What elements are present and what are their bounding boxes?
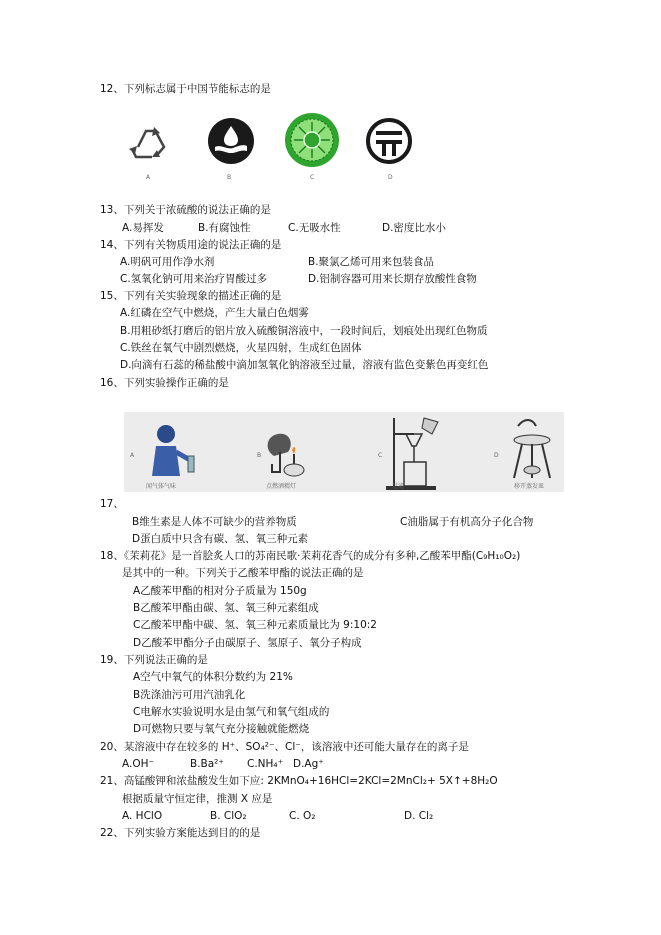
q12-label-b: B: [227, 174, 232, 181]
q20-stem: 20、某溶液中存在较多的 H⁺、SO₄²⁻、Cl⁻，该溶液中还可能大量存在的离子是: [100, 741, 469, 753]
q16-caption-d: 移开蒸发皿: [514, 483, 545, 490]
q19-option-b: B洗涤油污可用汽油乳化: [133, 689, 246, 701]
q22-stem: 22、下列实验方案能达到目的的是: [100, 827, 261, 839]
q18-stem-continued: 是其中的一种。下列关于乙酸苯甲酯的说法正确的是: [122, 567, 364, 579]
q12-label-d: D: [388, 174, 393, 181]
q15-stem: 15、下列有关实验现象的描述正确的是: [100, 290, 282, 302]
q14-option-b: B.聚氯乙烯可用来包装食品: [308, 256, 435, 268]
q15-option-c: C.铁丝在氧气中剧烈燃烧，火星四射，生成红色固体: [120, 342, 362, 354]
q12-logo-b-water-saving-icon: [207, 117, 255, 165]
q16-caption-b: 点燃酒精灯: [266, 483, 297, 490]
q18-stem: [100, 549, 520, 564]
q20-option-b: B.Ba²⁺: [190, 758, 224, 770]
q20-option-c: C.NH₄⁺: [247, 758, 284, 770]
q21-option-b: B. ClO₂: [210, 810, 247, 822]
q16-figure-d-evaporating-dish-icon: [500, 412, 564, 492]
q12-logo-d-circle-emblem-icon: [365, 117, 413, 165]
q12-stem: 12、下列标志属于中国节能标志的是: [100, 83, 271, 95]
q13-stem: 13、下列关于浓硫酸的说法正确的是: [100, 204, 271, 216]
q19-stem: 19、下列说法正确的是: [100, 654, 208, 666]
q16-caption-c: 过滤: [392, 483, 405, 490]
q21-option-a: A. HClO: [122, 810, 163, 822]
q13-option-d: D.密度比水小: [382, 222, 446, 234]
q17-stem: 17、: [100, 498, 124, 510]
q15-option-d: D.向滴有石蕊的稀盐酸中滴加氢氧化钠溶液至过量，溶液有监色变紫色再变红色: [120, 359, 489, 371]
q19-option-a: A空气中氧气的体积分数约为 21%: [133, 671, 293, 683]
q12-logo-c-energy-saving-icon: [284, 112, 340, 168]
q16-label-d: D: [494, 452, 499, 459]
q12-label-a: A: [146, 174, 151, 181]
q18-stem-text: 18、《茉莉花》是一首脍炙人口的苏南民歌·茉莉花香气的成分有多种,乙酸苯甲酯: [100, 550, 472, 562]
q19-option-c: C电解水实验说明水是由氢气和氧气组成的: [133, 706, 330, 718]
q14-option-d: D.铝制容器可用来长期存放酸性食物: [308, 273, 477, 285]
q21-stem-continued: 根据质量守恒定律，推测 X 应是: [122, 793, 273, 805]
q15-option-a: A.红磷在空气中燃烧，产生大量白色烟雾: [120, 307, 309, 319]
q13-option-c: C.无吸水性: [288, 222, 341, 234]
q18-option-a: A乙酸苯甲酯的相对分子质量为 150g: [133, 585, 307, 597]
q13-option-b: B.有腐蚀性: [198, 222, 251, 234]
q19-option-d: D可燃物只要与氧气充分接触就能燃烧: [133, 723, 310, 735]
q20-option-a: A.OH⁻: [122, 758, 155, 770]
q21-option-c: C. O₂: [289, 810, 316, 822]
q18-option-d: D乙酸苯甲酯分子由碳原子、氢原子、氧分子构成: [133, 637, 362, 649]
q16-label-c: C: [378, 452, 383, 459]
q13-option-a: A.易挥发: [122, 222, 164, 234]
q14-stem: 14、下列有关物质用途的说法正确的是: [100, 239, 282, 251]
q14-option-c: C.氢氧化钠可用来治疗胃酸过多: [120, 273, 268, 285]
q16-caption-a: 闻气体气味: [146, 483, 177, 490]
q17-option-c: C油脂属于有机高分子化合物: [400, 516, 534, 528]
q16-label-a: A: [130, 452, 135, 459]
q12-logo-a-recycle-icon: [124, 117, 172, 165]
q21-stem: 21、高锰酸钾和浓盐酸发生如下应: 2KMnO₄+16HCl=2KCl=2MnCl₂+ 5X↑+8H₂O: [100, 775, 498, 787]
q16-figure-c-filtration-icon: [380, 412, 460, 492]
q18-option-b: B乙酸苯甲酯由碳、氢、氧三种元素组成: [133, 602, 319, 614]
q20-option-d: D.Ag⁺: [293, 758, 324, 770]
q14-option-a: A.明矾可用作净水剂: [120, 256, 215, 268]
q17-option-b: B维生素是人体不可缺少的营养物质: [132, 516, 297, 528]
q18-formula: (C₉H₁₀O₂): [471, 550, 521, 562]
q21-option-d: D. Cl₂: [404, 810, 434, 822]
q17-option-d: D蛋白质中只含有碳、氢、氧三种元素: [132, 533, 309, 545]
q18-option-c: C乙酸苯甲酯中碳、氢、氧三种元素质量比为 9:10:2: [133, 619, 377, 631]
q16-label-b: B: [257, 452, 262, 459]
q16-stem: 16、下列实验操作正确的是: [100, 377, 229, 389]
q15-option-b: B.用粗砂纸打磨后的铝片放入硫酸铜溶液中，一段时间后，划痕处出现红色物质: [120, 325, 488, 337]
q12-label-c: C: [310, 174, 315, 181]
q16-figure-a-smelling-gas-icon: [138, 416, 228, 488]
